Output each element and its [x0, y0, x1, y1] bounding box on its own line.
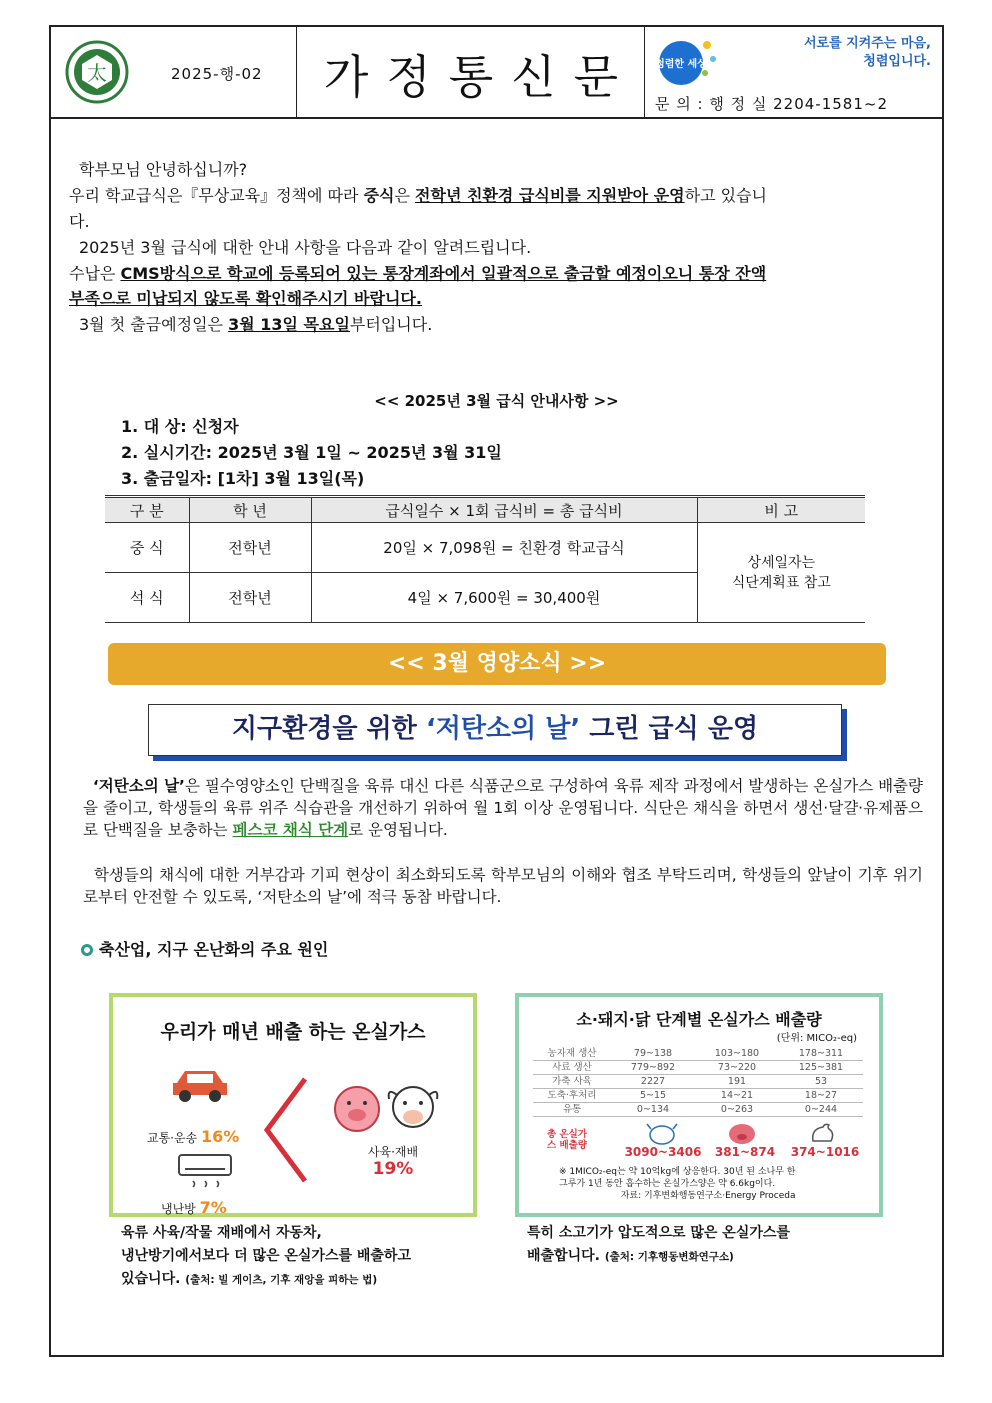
table-cell: 전학년: [189, 523, 311, 573]
emission-row: [533, 1061, 863, 1075]
info-item-target: 1. 대 상: 신청자: [121, 417, 239, 436]
table-cell: 20일 × 7,098원 = 친환경 학교급식: [311, 523, 697, 573]
emission-value: 18~27: [804, 1090, 838, 1101]
header: [51, 27, 942, 119]
table-cell: 전학년: [189, 573, 311, 623]
cow-icon: [645, 1121, 679, 1145]
intro-line-5: 부족으로 미납되지 않도록 확인해주시기 바랍니다.: [69, 289, 422, 308]
school-seal-icon: [65, 40, 129, 104]
total-pig: 381~874: [714, 1145, 776, 1159]
pig-icon: [725, 1121, 759, 1145]
emission-value: 0~263: [720, 1104, 754, 1115]
emission-row: [533, 1103, 863, 1117]
header-left-cell: [51, 27, 297, 117]
emission-value: 14~21: [720, 1090, 754, 1101]
emission-value: 73~220: [717, 1062, 757, 1073]
emission-value: 779~892: [630, 1062, 676, 1073]
intro-line-3: 2025년 3월 급식에 대한 안내 사항을 다음과 같이 알려드립니다.: [79, 238, 532, 257]
low-carbon-paragraph: ‘저탄소의 날’은 필수영양소인 단백질을 육류 대신 다른 식품군으로 구성하여 육류 제작 과정에서 발생하는 온실가스 배출량을 줄이고, 학생들의 육류 위주 식습관을 개선하기 위하여 월 1회 이상 운영됩니다. 식단은 채식을 하면서 생선·달걀·유제품으로 단백질을 보충하는 페스코 채식 단계로 운영됩니다.: [83, 777, 923, 839]
table-header: 급식일수 × 1회 급식비 = 총 급식비: [311, 497, 697, 523]
figure1-caption: 육류 사육/작물 재배에서 자동차, 냉난방기에서보다 더 많은 온실가스를 배출하고 있습니다. (출처: 빌 게이츠, 기후 재앙을 피하는 법): [121, 1225, 411, 1287]
emission-value: 2227: [640, 1076, 666, 1087]
hvac-value: 7%: [199, 1198, 227, 1217]
emission-rows: [533, 1047, 863, 1117]
emission-unit: (단위: MICO₂-eq): [776, 1033, 857, 1044]
car-icon: [169, 1067, 231, 1103]
table-row: [105, 523, 865, 573]
table-header: 학 년: [189, 497, 311, 523]
low-carbon-subtitle: 지구환경을 위한 ‘저탄소의 날’ 그린 급식 운영: [148, 704, 842, 756]
header-title-cell: [297, 27, 645, 117]
livestock-value: 19%: [372, 1159, 414, 1179]
intro-line-6: 3월 첫 출금예정일은 3월 13일 목요일부터입니다.: [79, 315, 433, 334]
info-item-withdrawal: 3. 출금일자: [1차] 3월 13일(목): [121, 469, 365, 488]
emission-value: 103~180: [714, 1048, 760, 1059]
table-cell: 석 식: [105, 573, 189, 623]
greeting: 학부모님 안녕하십니까?: [79, 160, 248, 179]
emission-row: [533, 1047, 863, 1061]
table-header-row: [105, 497, 865, 523]
emission-value: 53: [814, 1076, 828, 1087]
table-header: 구 분: [105, 497, 189, 523]
pig-and-cow-icon: [327, 1081, 447, 1135]
svg-text:太: 太: [87, 61, 107, 85]
document-number: 2025-행-02: [171, 65, 263, 83]
infographic-title: 우리가 매년 배출 하는 온실가스: [160, 1021, 426, 1043]
emission-value: 0~244: [804, 1104, 838, 1115]
total-emission-label: 총 온실가스 배출량: [547, 1129, 588, 1151]
total-chicken: 374~1016: [790, 1145, 860, 1159]
emission-table-title: 소·돼지·닭 단계별 온실가스 배출량: [576, 1010, 822, 1029]
emission-footnote: ※ 1MICO₂-eq는 약 10억kg에 상응한다. 30년 된 소나무 한 그루가 1년 동안 흡수하는 온실가스양은 약 6.6kg이다. 자료: 기후변화행동연구소·Energy Proceda: [559, 1167, 796, 1201]
emission-value: 191: [727, 1076, 747, 1087]
fee-table: [105, 495, 865, 623]
table-cell: 중 식: [105, 523, 189, 573]
intro-line-4: 수납은 CMS방식으로 학교에 등록되어 있는 통장계좌에서 일괄적으로 출금할 예정이오니 통장 잔액: [69, 264, 767, 283]
nutrition-banner: << 3월 영양소식 >>: [108, 643, 886, 685]
transport-value: 16%: [201, 1127, 240, 1146]
table-header: 비 고: [697, 497, 865, 523]
emission-row: [533, 1089, 863, 1103]
total-cow: 3090~3406: [624, 1145, 702, 1159]
emission-stage: 가축 사육: [552, 1076, 592, 1087]
intro-line-2: 우리 학교급식은『무상교육』정책에 따라 중식은 전학년 친환경 급식비를 지원받아 운영하고 있습니: [69, 186, 767, 205]
livestock-emission-table-image: [515, 993, 883, 1217]
table-cell: 4일 × 7,600원 = 30,400원: [311, 573, 697, 623]
bullet-circle-icon: [81, 944, 93, 956]
header-right-cell: [645, 27, 942, 117]
emission-value: 125~381: [798, 1062, 844, 1073]
emission-value: 79~138: [633, 1048, 673, 1059]
emission-stage: 도축·후처리: [547, 1090, 597, 1101]
greenhouse-gas-infographic: [109, 993, 477, 1217]
air-conditioner-icon: [177, 1153, 233, 1193]
page-frame: [49, 25, 944, 1357]
figure2-caption: 특히 소고기가 압도적으로 많은 온실가스를 배출합니다. (출처: 기후행동변화연구소): [527, 1225, 790, 1264]
emission-stage: 유통: [562, 1104, 582, 1115]
emission-row: [533, 1075, 863, 1089]
inquiry-contact: 문 의 : 행 정 실 2204-1581~2: [655, 95, 888, 113]
emission-value: 0~134: [636, 1104, 670, 1115]
cooperation-paragraph: 학생들의 채식에 대한 거부감과 기피 현상이 최소화되도록 학부모님의 이해와 협조 부탁드리며, 학생들의 앞날이 기후 위기로부터 안전할 수 있도록, ‘저탄소의 날’에 적극 동참 바랍니다.: [83, 866, 924, 906]
emission-stage: 사료 생산: [552, 1062, 592, 1073]
chicken-icon: [807, 1121, 837, 1145]
table-note-cell: 상세일자는 식단계획표 참고: [697, 523, 865, 623]
svg-text:청렴한 세상: 청렴한 세상: [655, 59, 707, 70]
page-title: 가정통신문: [323, 50, 637, 104]
intro-line-2-wrap: 다.: [69, 212, 90, 231]
emission-value: 178~311: [798, 1048, 844, 1059]
slogan: 서로를 지켜주는 마음, 청렴입니다.: [803, 36, 931, 69]
info-title: << 2025년 3월 급식 안내사항 >>: [374, 392, 619, 410]
integrity-logo-icon: [653, 33, 723, 91]
hvac-label: 냉난방 7%: [161, 1198, 227, 1217]
transport-label: 교통·운송 16%: [147, 1127, 240, 1146]
emission-stage: 농자재 생산: [547, 1048, 597, 1059]
livestock-label: 사육·재배: [367, 1145, 419, 1159]
bullet-heading: 축산업, 지구 온난화의 주요 원인: [81, 937, 328, 960]
info-item-period: 2. 실시기간: 2025년 3월 1일 ~ 2025년 3월 31일: [121, 443, 502, 462]
emission-value: 5~15: [639, 1090, 667, 1101]
greater-than-icon: [261, 1075, 309, 1185]
